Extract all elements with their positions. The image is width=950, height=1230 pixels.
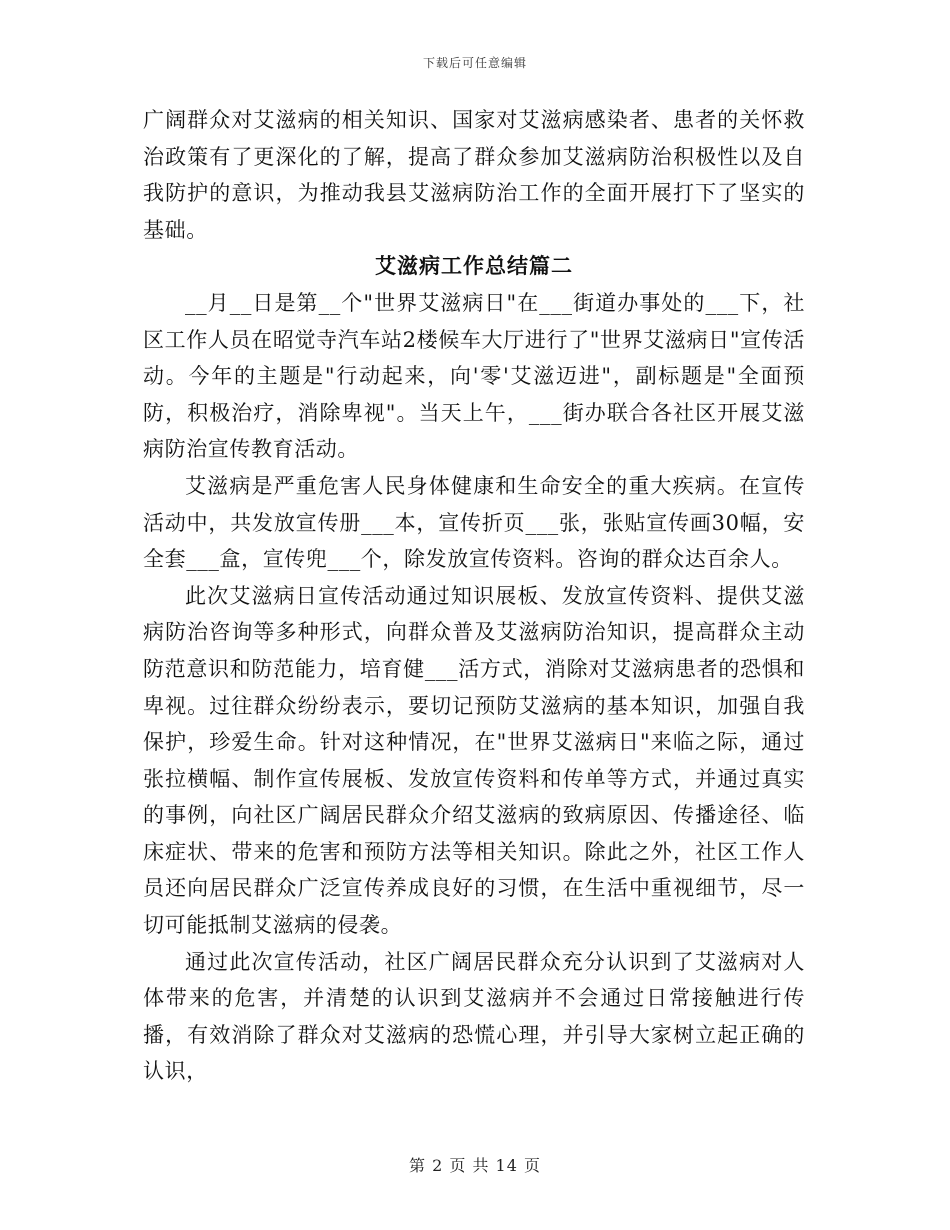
paragraph-4: 通过此次宣传活动，社区广阔居民群众充分认识到了艾滋病对人体带来的危害，并清楚的认识到艾滋病并不会通过日常接触进行传播，有效消除了群众对艾滋病的恐慌心理，并引导大家树立起正确的认识， bbox=[143, 949, 805, 1084]
header-note: 下载后可任意编辑 bbox=[422, 56, 527, 70]
page-indicator: 第 2 页 共 14 页 bbox=[409, 1156, 541, 1175]
paragraph-2: 艾滋病是严重危害人民身体健康和生命安全的重大疾病。在宣传活动中，共发放宣传册___本，宣传折页___张，张贴宣传画30幅，安全套___盒，宣传兜___个，除发放宣传资料。咨询的群众达百余人。 bbox=[143, 473, 805, 572]
paragraph-3: 此次艾滋病日宣传活动通过知识展板、发放宣传资料、提供艾滋病防治咨询等多种形式，向群众普及艾滋病防治知识，提高群众主动防范意识和防范能力，培育健___活方式，消除对艾滋病患者的恐惧和卑视。过往群众纷纷表示，要切记预防艾滋病的基本知识，加强自我保护，珍爱生命。针对这种情况，在"世界艾滋病日"来临之际，通过张拉横幅、制作宣传展板、发放宣传资料和传单等方式，并通过真实的事例，向社区广阔居民群众介绍艾滋病的致病原因、传播途径、临床症状、带来的危害和预防方法等相关知识。除此之外，社区工作人员还向居民群众广泛宣传养成良好的习惯，在生活中重视细节，尽一切可能抵制艾滋病的侵袭。 bbox=[143, 583, 805, 938]
paragraph-1: __月__日是第__个"世界艾滋病日"在___街道办事处的___下，社区工作人员在昭觉寺汽车站2楼候车大厅进行了"世界艾滋病日"宣传活动。今年的主题是"行动起来，向'零'艾滋迈进"，副标题是"全面预防，积极治疗，消除卑视"。当天上午，___街办联合各社区开展艾滋病防治宣传教育活动。 bbox=[143, 290, 805, 462]
intro-paragraph: 广阔群众对艾滋病的相关知识、国家对艾滋病感染者、患者的关怀救治政策有了更深化的了解，提高了群众参加艾滋病防治积极性以及自我防护的意识，为推动我县艾滋病防治工作的全面开展打下了坚实的基础。 bbox=[143, 108, 805, 242]
document-body bbox=[143, 102, 805, 1090]
section-title: 艾滋病工作总结篇二 bbox=[375, 253, 573, 279]
